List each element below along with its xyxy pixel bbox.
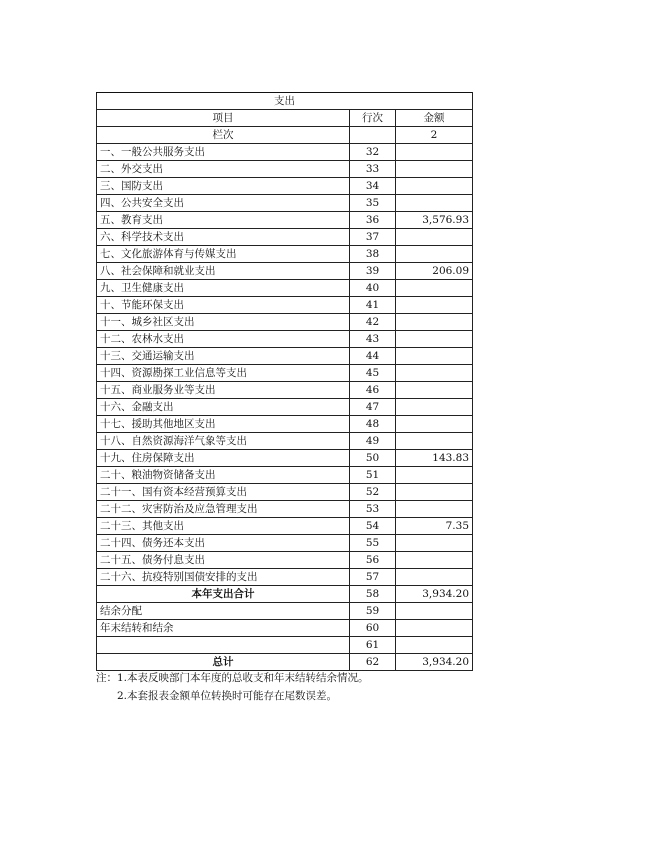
row-name: 十九、住房保障支出 bbox=[97, 450, 350, 467]
row-amount bbox=[396, 195, 473, 212]
row-name: 二十一、国有资本经营预算支出 bbox=[97, 484, 350, 501]
row-number: 38 bbox=[350, 246, 396, 263]
row-number: 36 bbox=[350, 212, 396, 229]
row-name: 四、公共安全支出 bbox=[97, 195, 350, 212]
row-amount bbox=[396, 331, 473, 348]
table-row bbox=[97, 484, 473, 501]
row-amount bbox=[396, 501, 473, 518]
table-row bbox=[97, 637, 473, 654]
row-name: 结余分配 bbox=[97, 603, 350, 620]
row-name: 二、外交支出 bbox=[97, 161, 350, 178]
row-amount bbox=[396, 535, 473, 552]
table-row bbox=[97, 314, 473, 331]
table-row bbox=[97, 603, 473, 620]
row-number: 40 bbox=[350, 280, 396, 297]
header-row bbox=[97, 110, 473, 127]
table-row bbox=[97, 246, 473, 263]
column-number-empty bbox=[350, 127, 396, 144]
header-item: 项目 bbox=[97, 110, 350, 127]
row-number: 52 bbox=[350, 484, 396, 501]
row-amount bbox=[396, 297, 473, 314]
row-name: 三、国防支出 bbox=[97, 178, 350, 195]
row-number: 49 bbox=[350, 433, 396, 450]
row-name bbox=[97, 637, 350, 654]
header-row-no: 行次 bbox=[350, 110, 396, 127]
row-amount bbox=[396, 280, 473, 297]
table-row bbox=[97, 552, 473, 569]
row-number: 48 bbox=[350, 416, 396, 433]
row-amount bbox=[396, 569, 473, 586]
row-name: 九、卫生健康支出 bbox=[97, 280, 350, 297]
row-amount: 7.35 bbox=[396, 518, 473, 535]
row-number: 57 bbox=[350, 569, 396, 586]
row-amount bbox=[396, 399, 473, 416]
table-row bbox=[97, 195, 473, 212]
row-amount bbox=[396, 365, 473, 382]
table-row bbox=[97, 382, 473, 399]
row-amount bbox=[396, 348, 473, 365]
row-name: 年末结转和结余 bbox=[97, 620, 350, 637]
row-amount bbox=[396, 433, 473, 450]
row-name: 七、文化旅游体育与传媒支出 bbox=[97, 246, 350, 263]
table-row bbox=[97, 450, 473, 467]
row-amount bbox=[396, 603, 473, 620]
table-row bbox=[97, 331, 473, 348]
row-amount bbox=[396, 552, 473, 569]
row-name: 五、教育支出 bbox=[97, 212, 350, 229]
note-1: 注：1.本表反映部门本年度的总收支和年末结转结余情况。 bbox=[96, 672, 369, 684]
row-name: 十、节能环保支出 bbox=[97, 297, 350, 314]
table-row bbox=[97, 263, 473, 280]
row-name: 二十四、债务还本支出 bbox=[97, 535, 350, 552]
row-name: 十七、援助其他地区支出 bbox=[97, 416, 350, 433]
year-total-row bbox=[97, 586, 473, 603]
table-row bbox=[97, 620, 473, 637]
row-number: 53 bbox=[350, 501, 396, 518]
expenditure-sheet bbox=[96, 92, 472, 671]
table-row bbox=[97, 501, 473, 518]
table-row bbox=[97, 535, 473, 552]
row-name: 十八、自然资源海洋气象等支出 bbox=[97, 433, 350, 450]
row-amount bbox=[396, 484, 473, 501]
row-amount bbox=[396, 246, 473, 263]
row-number: 59 bbox=[350, 603, 396, 620]
row-number: 39 bbox=[350, 263, 396, 280]
row-number: 42 bbox=[350, 314, 396, 331]
row-name: 十六、金融支出 bbox=[97, 399, 350, 416]
row-amount: 3,934.20 bbox=[396, 586, 473, 603]
row-number: 54 bbox=[350, 518, 396, 535]
row-amount bbox=[396, 620, 473, 637]
table-row bbox=[97, 212, 473, 229]
table-row bbox=[97, 399, 473, 416]
row-amount bbox=[396, 229, 473, 246]
row-amount bbox=[396, 314, 473, 331]
row-name: 二十三、其他支出 bbox=[97, 518, 350, 535]
row-amount bbox=[396, 416, 473, 433]
header-amount: 金额 bbox=[396, 110, 473, 127]
row-name: 八、社会保障和就业支出 bbox=[97, 263, 350, 280]
row-name: 十一、城乡社区支出 bbox=[97, 314, 350, 331]
table-row bbox=[97, 467, 473, 484]
table-row bbox=[97, 297, 473, 314]
row-amount bbox=[396, 144, 473, 161]
row-amount: 143.83 bbox=[396, 450, 473, 467]
row-name: 二十六、抗疫特别国债安排的支出 bbox=[97, 569, 350, 586]
row-name: 一、一般公共服务支出 bbox=[97, 144, 350, 161]
table-row bbox=[97, 518, 473, 535]
row-name: 十三、交通运输支出 bbox=[97, 348, 350, 365]
table-title-row bbox=[97, 93, 473, 110]
table-row bbox=[97, 161, 473, 178]
row-number: 46 bbox=[350, 382, 396, 399]
table-row bbox=[97, 348, 473, 365]
table-row bbox=[97, 144, 473, 161]
notes bbox=[96, 669, 369, 705]
table-row bbox=[97, 365, 473, 382]
row-name: 六、科学技术支出 bbox=[97, 229, 350, 246]
table-row bbox=[97, 569, 473, 586]
row-number: 47 bbox=[350, 399, 396, 416]
row-amount bbox=[396, 161, 473, 178]
grand-total-row bbox=[97, 654, 473, 671]
row-number: 55 bbox=[350, 535, 396, 552]
row-number: 33 bbox=[350, 161, 396, 178]
row-number: 32 bbox=[350, 144, 396, 161]
row-name: 总计 bbox=[97, 654, 350, 671]
row-amount bbox=[396, 637, 473, 654]
table-row bbox=[97, 229, 473, 246]
row-number: 34 bbox=[350, 178, 396, 195]
table-row bbox=[97, 416, 473, 433]
row-number: 58 bbox=[350, 586, 396, 603]
column-number-label: 栏次 bbox=[97, 127, 350, 144]
row-amount: 206.09 bbox=[396, 263, 473, 280]
row-number: 61 bbox=[350, 637, 396, 654]
row-amount bbox=[396, 382, 473, 399]
row-number: 45 bbox=[350, 365, 396, 382]
table-row bbox=[97, 280, 473, 297]
row-name: 十四、资源勘探工业信息等支出 bbox=[97, 365, 350, 382]
note-2: 2.本套报表金额单位转换时可能存在尾数误差。 bbox=[117, 690, 338, 702]
row-name: 二十二、灾害防治及应急管理支出 bbox=[97, 501, 350, 518]
row-number: 51 bbox=[350, 467, 396, 484]
expenditure-table bbox=[96, 92, 473, 671]
table-title: 支出 bbox=[97, 93, 473, 110]
row-number: 44 bbox=[350, 348, 396, 365]
row-number: 50 bbox=[350, 450, 396, 467]
row-amount: 3,934.20 bbox=[396, 654, 473, 671]
row-number: 37 bbox=[350, 229, 396, 246]
row-name: 十二、农林水支出 bbox=[97, 331, 350, 348]
row-amount bbox=[396, 467, 473, 484]
column-number-row bbox=[97, 127, 473, 144]
row-name: 二十、粮油物资储备支出 bbox=[97, 467, 350, 484]
row-name: 十五、商业服务业等支出 bbox=[97, 382, 350, 399]
row-number: 43 bbox=[350, 331, 396, 348]
table-row bbox=[97, 433, 473, 450]
row-number: 56 bbox=[350, 552, 396, 569]
row-amount: 3,576.93 bbox=[396, 212, 473, 229]
column-number-amount: 2 bbox=[396, 127, 473, 144]
row-number: 35 bbox=[350, 195, 396, 212]
table-row bbox=[97, 178, 473, 195]
row-number: 62 bbox=[350, 654, 396, 671]
row-number: 41 bbox=[350, 297, 396, 314]
row-name: 本年支出合计 bbox=[97, 586, 350, 603]
row-amount bbox=[396, 178, 473, 195]
row-number: 60 bbox=[350, 620, 396, 637]
row-name: 二十五、债务付息支出 bbox=[97, 552, 350, 569]
